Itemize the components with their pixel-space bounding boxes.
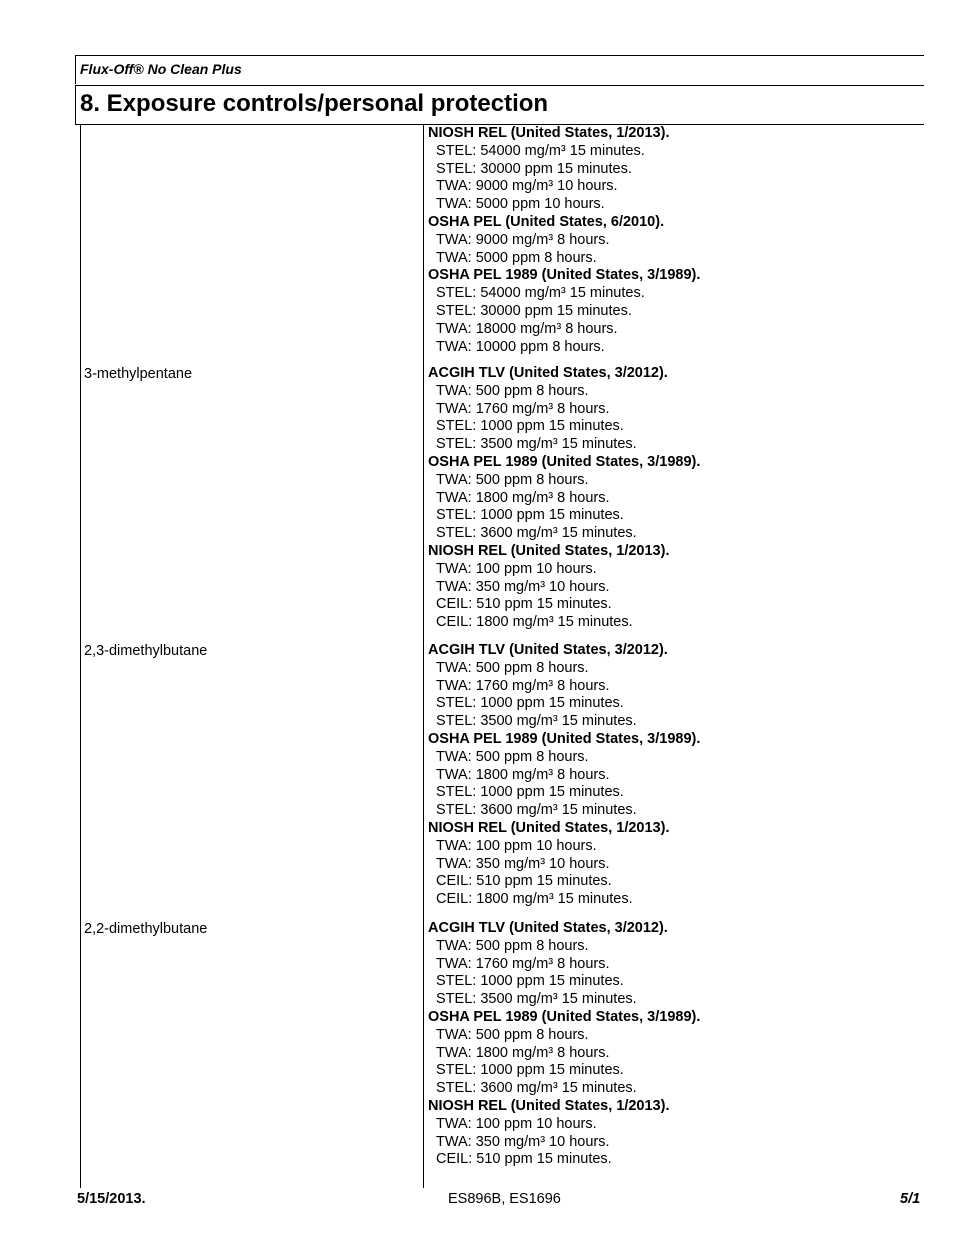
product-header — [75, 55, 924, 84]
footer-page-number: 5/1 — [900, 1191, 921, 1207]
limit-value: TWA: 18000 mg/m³ 8 hours. — [436, 320, 618, 337]
limit-value: STEL: 1000 ppm 15 minutes. — [436, 1062, 624, 1079]
limit-source: OSHA PEL 1989 (United States, 3/1989). — [428, 267, 701, 284]
limit-source: OSHA PEL 1989 (United States, 3/1989). — [428, 1008, 701, 1025]
limit-value: TWA: 100 ppm 10 hours. — [436, 837, 597, 854]
limit-source: OSHA PEL 1989 (United States, 3/1989). — [428, 730, 701, 747]
exposure-limits-cell — [428, 920, 700, 1169]
limit-source: OSHA PEL (United States, 6/2010). — [428, 213, 665, 230]
section-title: 8. Exposure controls/personal protection — [80, 90, 549, 117]
limit-source: NIOSH REL (United States, 1/2013). — [428, 1097, 670, 1114]
limit-value: STEL: 30000 ppm 15 minutes. — [436, 160, 632, 177]
limit-value: STEL: 3500 mg/m³ 15 minutes. — [436, 713, 637, 730]
limit-value: TWA: 1760 mg/m³ 8 hours. — [436, 677, 610, 694]
limit-value: CEIL: 510 ppm 15 minutes. — [436, 1151, 612, 1168]
limit-value: CEIL: 1800 mg/m³ 15 minutes. — [436, 614, 633, 631]
limit-value: STEL: 1000 ppm 15 minutes. — [436, 784, 624, 801]
limit-source: ACGIH TLV (United States, 3/2012). — [428, 920, 668, 936]
limit-value: TWA: 350 mg/m³ 10 hours. — [436, 1133, 610, 1150]
limit-value: CEIL: 1800 mg/m³ 15 minutes. — [436, 891, 633, 908]
limit-value: STEL: 54000 mg/m³ 15 minutes. — [436, 142, 645, 159]
product-name: Flux-Off® No Clean Plus — [80, 61, 242, 77]
exposure-limits-cell — [428, 125, 700, 356]
limit-value: TWA: 1800 mg/m³ 8 hours. — [436, 489, 610, 506]
limit-value: TWA: 5000 ppm 10 hours. — [436, 196, 605, 213]
limit-value: STEL: 3600 mg/m³ 15 minutes. — [436, 525, 637, 542]
limit-value: STEL: 3600 mg/m³ 15 minutes. — [436, 1080, 637, 1097]
limit-value: TWA: 5000 ppm 8 hours. — [436, 249, 597, 266]
limit-value: TWA: 500 ppm 8 hours. — [436, 659, 589, 676]
limit-value: TWA: 1760 mg/m³ 8 hours. — [436, 400, 610, 417]
section-header — [75, 85, 924, 125]
limit-value: STEL: 3600 mg/m³ 15 minutes. — [436, 802, 637, 819]
limit-value: CEIL: 510 ppm 15 minutes. — [436, 596, 612, 613]
limit-value: STEL: 30000 ppm 15 minutes. — [436, 302, 632, 319]
limit-value: TWA: 9000 mg/m³ 10 hours. — [436, 178, 618, 195]
limit-value: STEL: 1000 ppm 15 minutes. — [436, 418, 624, 435]
limit-value: STEL: 1000 ppm 15 minutes. — [436, 973, 624, 990]
limit-value: CEIL: 510 ppm 15 minutes. — [436, 873, 612, 890]
limit-source: OSHA PEL 1989 (United States, 3/1989). — [428, 453, 701, 470]
limit-value: TWA: 100 ppm 10 hours. — [436, 560, 597, 577]
limit-value: TWA: 9000 mg/m³ 8 hours. — [436, 231, 610, 248]
limit-value: TWA: 350 mg/m³ 10 hours. — [436, 855, 610, 872]
limit-value: TWA: 1760 mg/m³ 8 hours. — [436, 955, 610, 972]
limit-value: TWA: 100 ppm 10 hours. — [436, 1115, 597, 1132]
limit-value: TWA: 1800 mg/m³ 8 hours. — [436, 766, 610, 783]
footer-document-codes: ES896B, ES1696 — [448, 1191, 561, 1207]
substance-name: 2,2-dimethylbutane — [84, 921, 208, 937]
limit-value: TWA: 10000 ppm 8 hours. — [436, 338, 605, 355]
limit-value: STEL: 54000 mg/m³ 15 minutes. — [436, 285, 645, 302]
substance-name: 2,3-dimethylbutane — [84, 643, 208, 659]
limit-value: TWA: 350 mg/m³ 10 hours. — [436, 578, 610, 595]
limit-value: STEL: 3500 mg/m³ 15 minutes. — [436, 991, 637, 1008]
limit-value: TWA: 500 ppm 8 hours. — [436, 1026, 589, 1043]
limit-value: TWA: 500 ppm 8 hours. — [436, 937, 589, 954]
limit-value: TWA: 500 ppm 8 hours. — [436, 748, 589, 765]
exposure-limits-cell — [428, 642, 700, 909]
table-column-divider — [423, 125, 424, 1188]
limit-value: STEL: 1000 ppm 15 minutes. — [436, 507, 624, 524]
limit-source: ACGIH TLV (United States, 3/2012). — [428, 642, 668, 658]
table-left-border — [80, 125, 81, 1188]
limit-value: STEL: 3500 mg/m³ 15 minutes. — [436, 436, 637, 453]
limit-value: STEL: 1000 ppm 15 minutes. — [436, 695, 624, 712]
limit-source: ACGIH TLV (United States, 3/2012). — [428, 365, 668, 381]
limit-source: NIOSH REL (United States, 1/2013). — [428, 125, 670, 141]
substance-name: 3-methylpentane — [84, 366, 193, 382]
exposure-limits-cell — [428, 365, 700, 632]
limit-source: NIOSH REL (United States, 1/2013). — [428, 542, 670, 559]
limit-value: TWA: 500 ppm 8 hours. — [436, 382, 589, 399]
footer-date: 5/15/2013. — [77, 1191, 146, 1207]
limit-source: NIOSH REL (United States, 1/2013). — [428, 819, 670, 836]
limit-value: TWA: 1800 mg/m³ 8 hours. — [436, 1044, 610, 1061]
limit-value: TWA: 500 ppm 8 hours. — [436, 471, 589, 488]
